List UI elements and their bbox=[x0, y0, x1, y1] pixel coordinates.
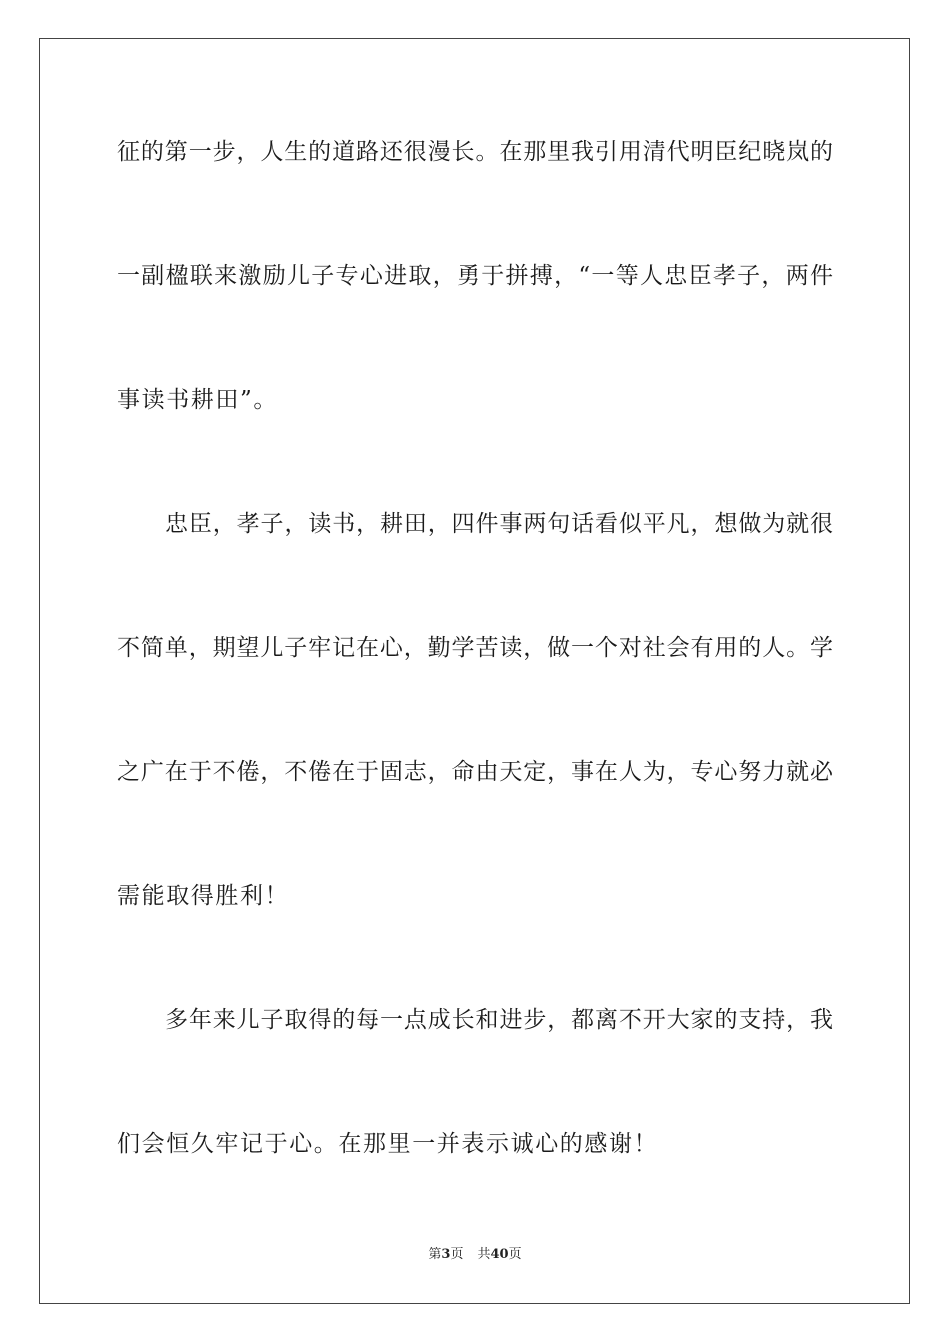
text-line-7: 需能取得胜利！ bbox=[117, 883, 290, 909]
text-line-6: 之广在于不倦，不倦在于固志，命由天定，事在人为，专心努力就必 bbox=[117, 759, 833, 785]
page-suffix: 页 bbox=[450, 1247, 464, 1262]
text-line-8: 多年来儿子取得的每一点成长和进步，都离不开大家的支持，我 bbox=[165, 1007, 833, 1033]
total-prefix: 共 bbox=[477, 1247, 491, 1262]
text-line-3: 事读书耕田”。 bbox=[117, 387, 278, 413]
text-line-2: 一副楹联来激励儿子专心进取，勇于拼搏，“一等人忠臣孝子，两件 bbox=[117, 263, 833, 289]
page-footer bbox=[0, 1246, 950, 1264]
total-pages: 40 bbox=[490, 1247, 509, 1262]
page-border bbox=[39, 38, 910, 1304]
page-prefix: 第 bbox=[428, 1247, 442, 1262]
page-number: 3 bbox=[441, 1247, 451, 1262]
text-line-9: 们会恒久牢记于心。在那里一并表示诚心的感谢！ bbox=[117, 1131, 659, 1157]
text-line-5: 不简单，期望儿子牢记在心，勤学苦读，做一个对社会有用的人。学 bbox=[117, 635, 833, 661]
text-line-1: 征的第一步，人生的道路还很漫长。在那里我引用清代明臣纪晓岚的 bbox=[117, 139, 833, 165]
total-suffix: 页 bbox=[508, 1247, 522, 1262]
text-line-4: 忠臣，孝子，读书，耕田，四件事两句话看似平凡，想做为就很 bbox=[165, 511, 833, 537]
